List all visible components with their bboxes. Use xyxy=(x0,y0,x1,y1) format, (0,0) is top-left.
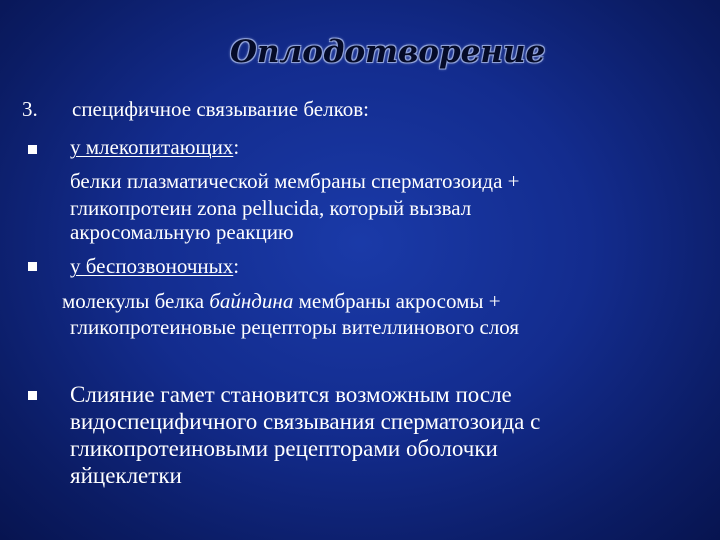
mammals-label: у млекопитающих xyxy=(70,135,234,159)
mammals-line-1: белки плазматической мембраны сперматозоида + xyxy=(70,169,520,193)
invertebrates-label-line xyxy=(70,254,239,278)
invertebrates-line-1 xyxy=(62,289,501,313)
item-number: 3. xyxy=(22,97,38,121)
fusion-line-1: Слияние гамет становится возможным после xyxy=(70,382,512,407)
invertebrates-line-1-start: молекулы белка xyxy=(62,289,210,313)
bullet-invertebrates-icon xyxy=(28,262,37,271)
slide-title: Оплодотворение xyxy=(230,34,546,70)
bullet-fusion-icon xyxy=(28,391,37,400)
invertebrates-line-1-end: мембраны акросомы + xyxy=(293,289,501,313)
fusion-line-4: яйцеклетки xyxy=(70,463,182,488)
invertebrates-label: у беспозвоночных xyxy=(70,254,234,278)
bullet-mammals-icon xyxy=(28,145,37,154)
invertebrates-line-2: гликопротеиновые рецепторы вителлинового слоя xyxy=(70,315,520,339)
mammals-label-line xyxy=(70,135,239,159)
mammals-line-3: акросомальную реакцию xyxy=(70,220,294,244)
item-heading: специфичное связывание белков: xyxy=(72,97,369,121)
fusion-line-2: видоспецифичного связывания сперматозоида с xyxy=(70,409,541,434)
fusion-line-3: гликопротеиновыми рецепторами оболочки xyxy=(70,436,498,461)
bindin-term: байндина xyxy=(209,289,294,313)
invertebrates-colon: : xyxy=(233,254,240,278)
mammals-line-2: гликопротеин zona pellucida, который вызвал xyxy=(70,196,472,220)
mammals-colon: : xyxy=(233,135,240,159)
